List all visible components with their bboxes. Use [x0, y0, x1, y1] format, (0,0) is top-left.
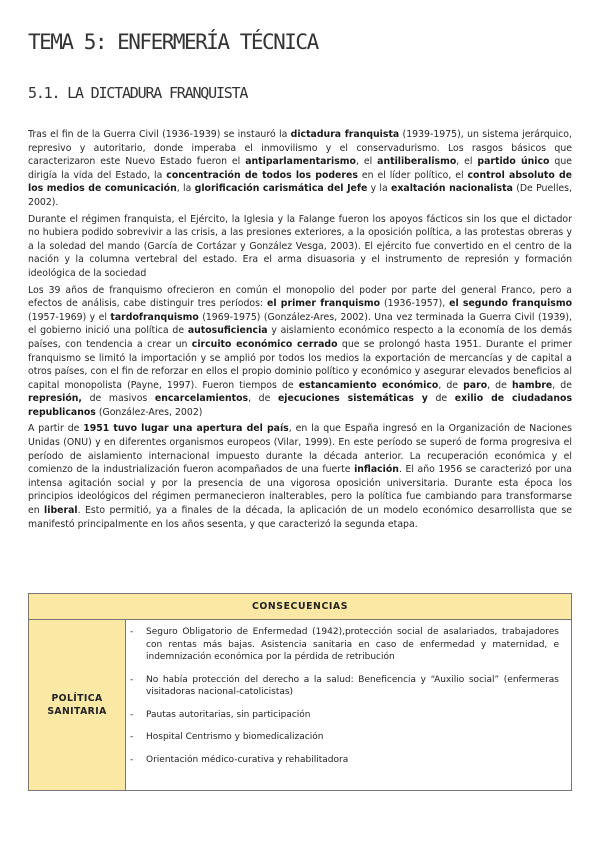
bold-text: paro	[463, 379, 488, 391]
text-run: en el líder político, el	[357, 169, 468, 181]
bold-text: exaltación nacionalista	[391, 183, 513, 195]
bold-text: glorificación carismática del Jefe	[194, 183, 368, 195]
bold-text: circuito económico cerrado	[191, 338, 338, 350]
text-run: de masivos	[81, 393, 155, 405]
text-run: , la	[176, 183, 195, 195]
text-run: (1969-1975) (González-Ares, 2002). Una vez terminada la Guerra Civil (1939), el gobierno inició una política de	[28, 311, 572, 337]
bullet-dash: -	[130, 627, 134, 637]
bold-text: 1951 tuvo lugar una apertura del país	[83, 423, 289, 435]
paragraph	[28, 213, 572, 281]
bold-text: ejecuciones sistemáticas y	[277, 393, 428, 405]
bold-text: control absoluto de los medios de comunicación	[28, 169, 572, 195]
text-run: Tras el fin de la Guerra Civil (1936-1939) se instauró la	[28, 129, 291, 140]
table-header: CONSECUENCIAS	[29, 594, 572, 620]
bold-text: represión,	[28, 393, 82, 405]
text-run: , de	[552, 379, 572, 391]
text-run: . El año 1956 se caracterizó por una intensa agitación social y por la presencia de una vigorosa oposición universitaria. Durante esta época los principios ideológicos del régimen permanecieron inalterables, pero la política fue cambiando para transformarse en	[28, 464, 572, 517]
bullet-dash: -	[130, 674, 134, 685]
text-run: Durante el régimen franquista, el Ejército, la Iglesia y la Falange fueron los apoyos fácticos sin los que el dictador no hubiera podido sobrevivir a las crisis, a las presiones exteriores, a la oposición política, a las protestas obreras y a la soledad del mando (García de Cortázar y González Vesga, 2003). El ejército fue convertido en el centro de la nación y la columna vertebral del estado. Era el arma disuasoria y el instrumento de represión y formación ideológica de la sociedad	[28, 213, 572, 279]
text-run: de	[427, 393, 455, 405]
text-run: (De Puelles, 2002).	[28, 183, 573, 208]
text-run: Los 39 años de franquismo ofrecieron en común el monopolio del poder por parte del general Franco, pero a efectos de análisis, cabe distinguir tres períodos:	[28, 284, 572, 310]
bold-text: inflación	[354, 464, 399, 476]
paragraph	[28, 128, 572, 210]
bold-text: liberal	[44, 505, 78, 517]
text-run: y la	[367, 183, 392, 195]
bold-text: exilio de ciudadanos republicanos	[28, 393, 572, 418]
list-item	[130, 626, 559, 664]
text-run: . Esto permitió, ya a finales de la década, la aplicación de un modelo económico desarrollista que se manifestó principalmente en los años sesenta, y que caracterizó la segunda etapa.	[28, 505, 572, 530]
text-run: (1936-1957),	[380, 298, 450, 310]
consequences-list	[130, 626, 559, 766]
body-text	[28, 128, 572, 534]
bold-text: el segundo franquismo	[449, 298, 572, 310]
text-run: (1939-1975), un sistema jerárquico, represivo y autoritario, donde imperaba el inmovilismo y el conservadurismo. Los rasgos básicos que caracterizaron este Nuevo Estado fueron el	[28, 129, 572, 168]
text-run: , de	[248, 393, 278, 405]
bold-text: encarcelamientos	[154, 393, 249, 405]
bold-text: antiparlamentarismo	[245, 156, 356, 168]
bullet-dash: -	[130, 709, 134, 720]
list-item	[130, 674, 559, 699]
text-run: , el	[456, 156, 478, 168]
text-run: , de	[487, 379, 512, 391]
list-item	[130, 754, 559, 767]
list-item-text: Orientación médico-curativa y rehabilitadora	[146, 754, 349, 765]
text-run: , de	[438, 379, 464, 391]
bold-text: concentración de todos los poderes	[166, 169, 358, 181]
bold-text: partido único	[477, 156, 550, 168]
list-item-text: Hospital Centrismo y biomedicalización	[146, 732, 324, 742]
list-item-text: Pautas autoritarias, sin participación	[146, 709, 311, 720]
list-item-text: No había protección del derecho a la salud: Beneficencia y “Auxilio social” (enfermeras visitadoras nacional-catolicistas)	[146, 674, 559, 697]
bullet-dash: -	[130, 754, 134, 765]
page-title: TEMA 5: ENFERMERÍA TÉCNICA	[28, 30, 318, 54]
text-run: , el	[355, 156, 378, 168]
text-run: (1957-1969) y el	[28, 311, 111, 323]
list-item	[130, 731, 559, 744]
list-item-text: Seguro Obligatorio de Enfermedad (1942),protección social de asalariados, trabajadores con rentas más bajas. Asistencia sanitaria en caso de enfermedad y maternidad, e indemnización económica por la pérdida de retribución	[146, 627, 559, 662]
section-title: 5.1. LA DICTADURA FRANQUISTA	[28, 84, 248, 102]
text-run: y aislamiento económico respecto a la economía de los demás países, con tendencia a crear un	[28, 325, 573, 350]
consequences-table	[28, 593, 572, 791]
items-cell	[126, 620, 572, 791]
bold-text: el primer franquismo	[267, 298, 381, 310]
bold-text: dictadura franquista	[290, 129, 400, 140]
bold-text: autosuficiencia	[187, 325, 268, 337]
bullet-dash: -	[130, 732, 134, 742]
text-run: , en la que España ingresó en la Organización de Naciones Unidas (ONU) y en diferentes organismos europeos (Vilar, 1999). En este período se superó de forma progresiva el período de aislamiento internacional impuesto durante la década anterior. La recuperación económica y el comienzo de la industrialización fueron acompañados de una fuerte	[28, 423, 572, 476]
text-run: (González-Ares, 2002)	[95, 406, 203, 418]
text-run: que dirigía la vida del Estado, la	[28, 156, 572, 181]
paragraph	[28, 422, 572, 531]
bold-text: tardofranquismo	[110, 311, 199, 323]
row-label: POLÍTICA SANITARIA	[29, 620, 126, 791]
bold-text: antiliberalismo	[377, 156, 457, 168]
paragraph	[28, 284, 572, 420]
text-run: que se prolongó hasta 1951. Durante el primer franquismo se limitó la importación y se amplió por todos los medios la exportación de mercancías y de capital a otros países, con el fin de reforzar en ellos el propio dominio político y económico y asegurar elevados beneficios al capital monopolista (Payne, 1997). Fueron tiempos de	[28, 338, 572, 391]
text-run: A partir de	[28, 423, 84, 435]
bold-text: estancamiento económico	[298, 379, 439, 391]
list-item	[130, 709, 559, 722]
bold-text: hambre	[511, 379, 553, 391]
